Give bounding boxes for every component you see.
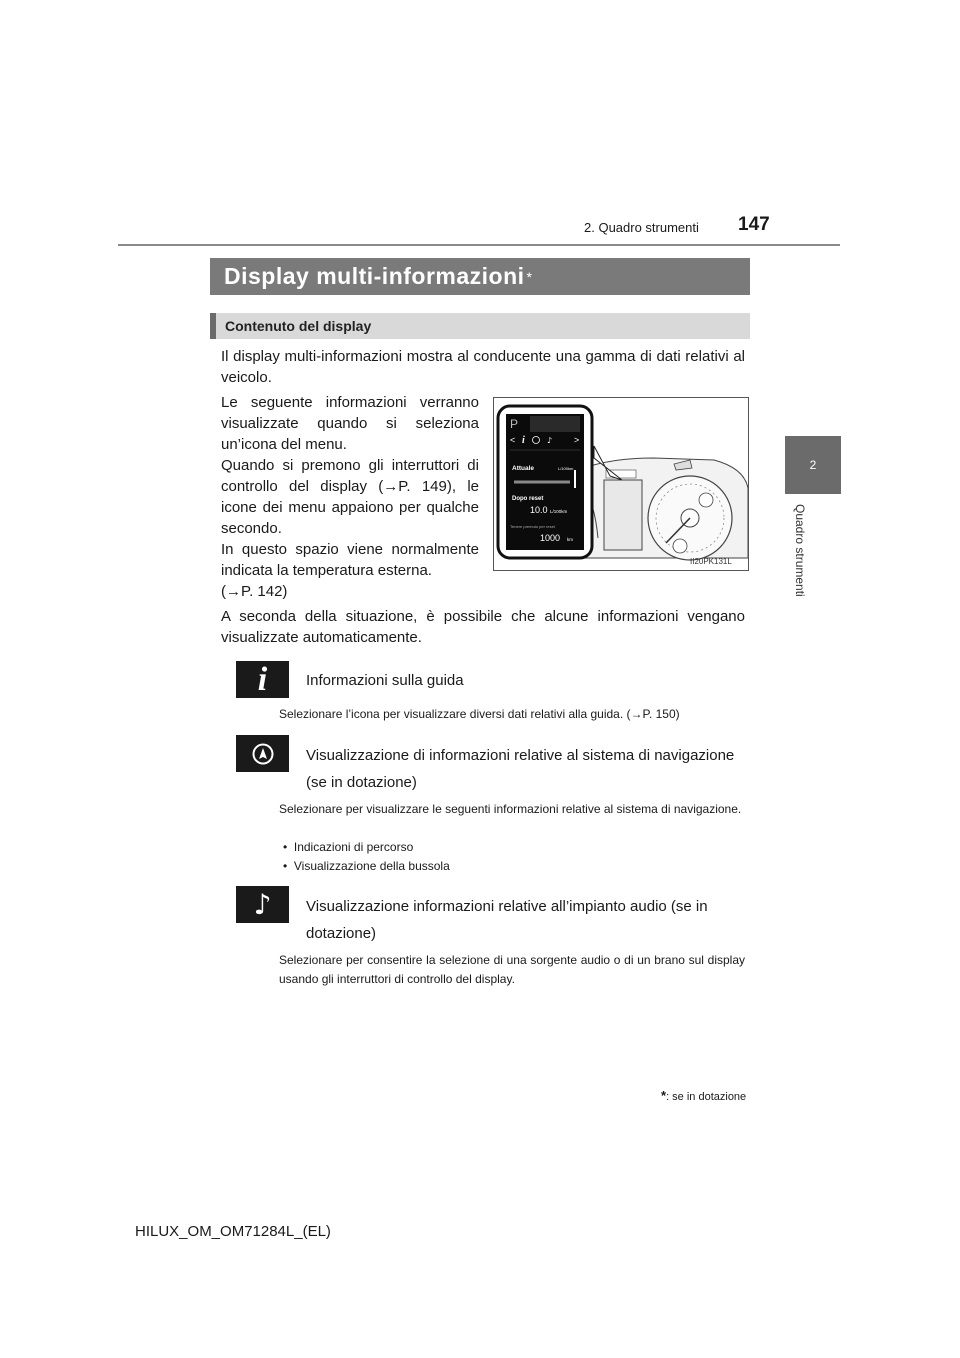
footnote-text: : se in dotazione bbox=[666, 1091, 747, 1103]
screen-odometer-unit: km bbox=[567, 537, 573, 542]
intro-paragraph: Il display multi-informazioni mostra al conducente una gamma di dati relativi al veicolo. bbox=[221, 348, 745, 386]
item-title-audio-line2: dotazione) bbox=[306, 925, 377, 942]
item-desc-audio: Selezionare per consentire la selezione di una sorgente audio o di un brano sul display usando gli interruttori di controllo del display. bbox=[279, 953, 745, 986]
instrument-cluster-figure bbox=[493, 397, 749, 571]
menu-description bbox=[221, 392, 479, 602]
item-title-navigation bbox=[306, 742, 734, 796]
list-item: • Indicazioni di percorso bbox=[283, 840, 414, 854]
bullet-route-guidance: Indicazioni di percorso bbox=[293, 840, 414, 854]
item-title-navigation-line2: (se in dotazione) bbox=[306, 774, 417, 791]
chapter-tab-label: Quadro strumenti bbox=[793, 504, 807, 597]
page-number: 147 bbox=[738, 214, 770, 235]
chapter-tab bbox=[785, 436, 841, 494]
music-note-icon: ♪ bbox=[236, 886, 289, 923]
screen-odometer-value: 1000 bbox=[540, 533, 561, 543]
menu-paragraph-3: In questo spazio viene normalmente indicata la temperatura esterna. bbox=[221, 541, 479, 579]
item-title-driving-info: Informazioni sulla guida bbox=[306, 672, 464, 689]
screen-reset-hint: Tenere premuto per reset bbox=[510, 524, 555, 529]
svg-text:<: < bbox=[510, 435, 516, 445]
item-desc-navigation: Selezionare per visualizzare le seguenti informazioni relative al sistema di navigazione. bbox=[279, 802, 742, 816]
list-item: • Visualizzazione della bussola bbox=[283, 859, 450, 873]
screen-gear-indicator: P bbox=[510, 417, 519, 431]
svg-text:♪: ♪ bbox=[547, 436, 553, 445]
auto-display-paragraph: A seconda della situazione, è possibile che alcune informazioni vengano visualizzate automaticamente. bbox=[221, 608, 745, 646]
cluster-illustration bbox=[494, 398, 748, 570]
screen-current-label: Attuale bbox=[512, 465, 535, 472]
bullet-compass: Visualizzazione della bussola bbox=[293, 859, 450, 873]
svg-text:>: > bbox=[574, 435, 580, 445]
screen-reset-value: 10.0 bbox=[530, 505, 548, 515]
navigation-icon bbox=[236, 735, 289, 772]
footnote-marker: * bbox=[661, 1088, 667, 1103]
figure-code: II20PK131L bbox=[690, 557, 732, 566]
screen-reset-unit: L/100km bbox=[550, 509, 568, 514]
item-desc-driving-info: Selezionare l’icona per visualizzare diversi dati relativi alla guida. (→P. 150) bbox=[279, 707, 680, 721]
svg-text:i: i bbox=[522, 435, 525, 446]
menu-paragraph-2: Quando si premono gli interruttori di controllo del display (→P. 149), le icone dei menu appaiono per qualche secondo. bbox=[221, 457, 479, 537]
document-id: HILUX_OM_OM71284L_(EL) bbox=[135, 1223, 331, 1240]
header-divider bbox=[118, 244, 840, 246]
page-title bbox=[210, 258, 750, 295]
page-title-text: Display multi-informazioni bbox=[224, 263, 525, 289]
screen-reset-label: Dopo reset bbox=[512, 496, 544, 502]
item-title-navigation-line1: Visualizzazione di informazioni relative al sistema di navigazione bbox=[306, 747, 735, 764]
chapter-tab-number: 2 bbox=[809, 458, 817, 472]
footnote bbox=[661, 1088, 746, 1103]
info-icon: i bbox=[236, 661, 289, 698]
screen-current-unit: L/100km bbox=[558, 466, 574, 471]
optional-marker: * bbox=[526, 268, 533, 285]
item-title-audio-line1: Visualizzazione informazioni relative all’impianto audio (se in bbox=[306, 898, 708, 915]
item-title-audio bbox=[306, 893, 746, 947]
section-heading: Contenuto del display bbox=[210, 313, 750, 339]
menu-paragraph-1: Le seguente informazioni verranno visualizzate quando si seleziona un’icona del menu. bbox=[221, 394, 479, 453]
menu-paragraph-3-ref: (→P. 142) bbox=[221, 583, 288, 600]
header-section-title: 2. Quadro strumenti bbox=[584, 220, 699, 235]
